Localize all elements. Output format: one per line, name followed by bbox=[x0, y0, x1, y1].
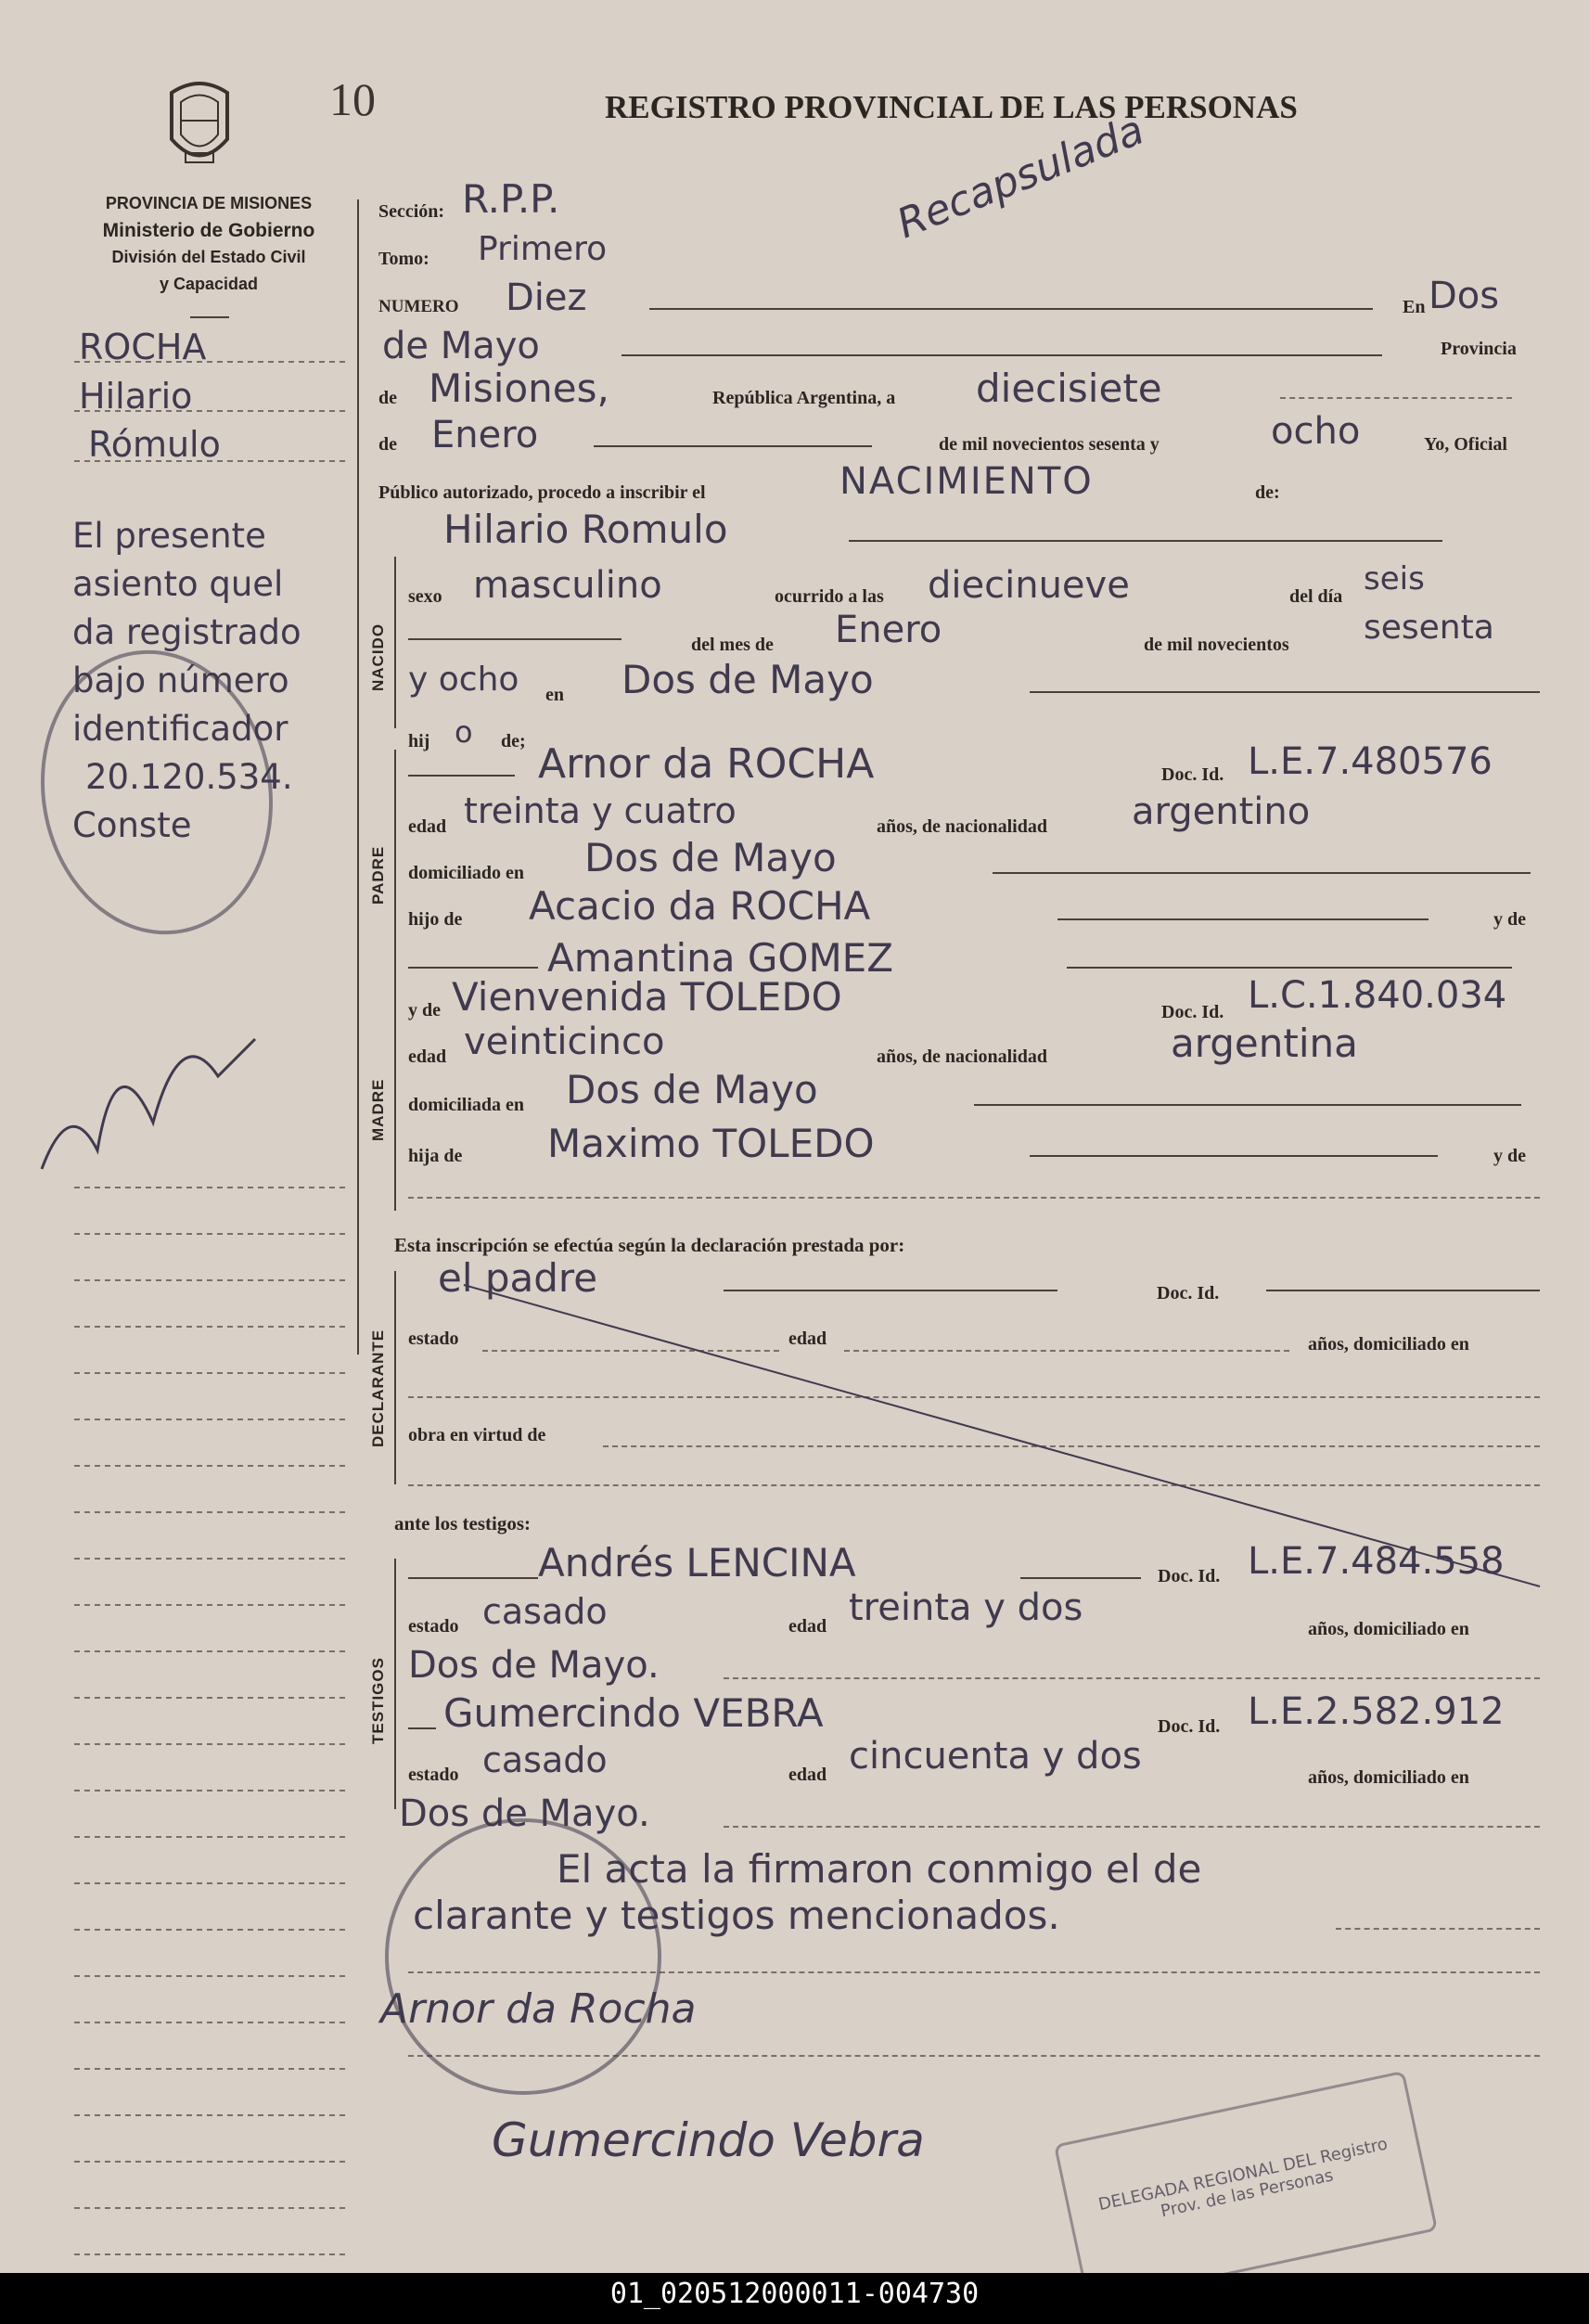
madre-edad: veinticinco bbox=[464, 1021, 665, 1063]
ministry-name: Ministerio de Gobierno bbox=[102, 220, 315, 241]
hij-value: o bbox=[455, 714, 473, 750]
signature-father: Arnor da Rocha bbox=[380, 1985, 697, 2033]
page-number: 10 bbox=[329, 73, 376, 125]
regional-stamp: DELEGADA REGIONAL DEL Registro Prov. de las Personas bbox=[1054, 2071, 1438, 2273]
madre-name: Vienvenida TOLEDO bbox=[452, 974, 842, 1020]
image-id-caption: 01_020512000011-004730 bbox=[609, 2278, 980, 2310]
padre-padre: Acacio da ROCHA bbox=[529, 883, 871, 929]
margin-name-1: Hilario bbox=[79, 376, 193, 417]
capacity-name: y Capacidad bbox=[159, 275, 259, 293]
seccion-value: R.P.P. bbox=[462, 176, 560, 222]
anio2-value: y ocho bbox=[408, 661, 519, 699]
madre-domicilio: Dos de Mayo bbox=[566, 1067, 818, 1112]
register-page: 10 REGISTRO PROVINCIAL DE LAS PERSONAS PROVINCIA DE MISIONES Ministerio de Gobierno División del Estado Civil y Capacidad ROCHA Hilario Rómulo El presente asiento quel da registrado bajo número identificador 20.120.534. Conste Recapsulada Sección: R.P.P. Tomo: Primero NUMERO Diez En Dos de Mayo Provincia de Misiones, República Argentina, a diecisiete de Enero de mil novecientos sesenta y ocho Yo, Oficial Público autorizado, procedo a inscribir el NACIMIENTO de: Hilario Romulo NACIDO sexo masculino ocurrido a las diecinueve del día seis del mes de Enero de mil novecientos sesenta y ocho en Dos de Mayo hij o de; PADRE Arnor da ROCHA Doc. Id. L.E.7.480576 edad treinta y cuatro años, de nacionalidad argentino domiciliado en Dos de Mayo hijo de Acacio da ROCHA y de Amantina GOMEZ y de Vienvenida TOLEDO Doc. Id. L.C.1.840.034 MADRE edad veinticinco años, de nacionalidad argentina domiciliada en Dos de Mayo hija de Maximo TOLEDO y de Esta inscripción se efectúa según la declaración prestada por: DECLARANTE el padre Doc. Id. estado edad años, domiciliado en obra en virtud de ante los testigos: TESTIGOS Andrés LENCINA Doc. Id. L.E.7.484.558 estado casado edad treinta y dos años, domiciliado en Dos de Mayo. Gumercindo VEBRA Doc. Id. L.E.2.582.912 estado casado edad cincuenta y dos años, domiciliado en Dos de Mayo. El acta la firmaron conmigo el de clarante y testigos mencionados. Arnor da Rocha Gumercindo Vebra DELEGADA REGIONAL DEL Registro Prov. de las Personas bbox=[0, 0, 1589, 2273]
day-value: diecisiete bbox=[976, 366, 1162, 411]
padre-name: Arnor da ROCHA bbox=[538, 740, 875, 788]
padre-doc: L.E.7.480576 bbox=[1248, 740, 1493, 783]
page-title: REGISTRO PROVINCIAL DE LAS PERSONAS bbox=[605, 89, 1298, 125]
section-padre: PADRE bbox=[369, 845, 387, 905]
month-value: Enero bbox=[431, 414, 539, 456]
prov-value: Misiones, bbox=[429, 366, 609, 411]
declarante-intro: Esta inscripción se efectúa según la declaración prestada por: bbox=[394, 1234, 905, 1256]
division-name: División del Estado Civil bbox=[111, 248, 306, 266]
lugar-value: Dos de Mayo bbox=[622, 657, 874, 702]
section-madre: MADRE bbox=[369, 1078, 387, 1141]
padre-nacionalidad: argentino bbox=[1132, 790, 1311, 833]
section-testigos: TESTIGOS bbox=[369, 1657, 387, 1744]
margin-name-2: Rómulo bbox=[88, 424, 221, 465]
hora-value: diecinueve bbox=[928, 564, 1130, 607]
padre-madre: Amantina GOMEZ bbox=[547, 935, 893, 981]
sexo-value: masculino bbox=[473, 564, 662, 607]
testigo1-estado: casado bbox=[482, 1591, 608, 1632]
signature-witness: Gumercindo Vebra bbox=[492, 2113, 925, 2167]
testigo2-estado: casado bbox=[482, 1740, 608, 1780]
padre-domicilio: Dos de Mayo bbox=[584, 835, 837, 880]
declarante-value: el padre bbox=[438, 1255, 598, 1301]
madre-nacionalidad: argentina bbox=[1171, 1021, 1358, 1066]
numero-value: Diez bbox=[506, 276, 587, 319]
testigo2-domicilio: Dos de Mayo. bbox=[399, 1792, 650, 1835]
section-declarante: DECLARANTE bbox=[369, 1329, 387, 1447]
en-value: Dos bbox=[1429, 275, 1500, 317]
closing-line-2: clarante y testigos mencionados. bbox=[413, 1893, 1060, 1938]
testigo1-edad: treinta y dos bbox=[849, 1586, 1083, 1629]
madre-doc: L.C.1.840.034 bbox=[1248, 974, 1507, 1017]
act-value: NACIMIENTO bbox=[839, 460, 1094, 503]
margin-surname: ROCHA bbox=[79, 327, 207, 367]
margin-signature bbox=[32, 983, 274, 1188]
province-name: PROVINCIA DE MISIONES bbox=[105, 194, 313, 212]
year-value: ocho bbox=[1271, 410, 1361, 453]
line2-value: de Mayo bbox=[382, 325, 540, 367]
dia-value: seis bbox=[1364, 560, 1425, 597]
anio-value: sesenta bbox=[1364, 609, 1494, 647]
testigos-intro: ante los testigos: bbox=[394, 1512, 531, 1534]
mes-value: Enero bbox=[835, 609, 942, 651]
testigo2-name: Gumercindo VEBRA bbox=[443, 1690, 824, 1736]
official-seal-stamp bbox=[385, 1818, 661, 2095]
testigo1-doc: L.E.7.484.558 bbox=[1248, 1540, 1505, 1583]
person-name: Hilario Romulo bbox=[443, 507, 728, 552]
corner-annotation: Recapsulada bbox=[891, 106, 1151, 249]
closing-line-1: El acta la firmaron conmigo el de bbox=[557, 1846, 1202, 1892]
testigo2-edad: cincuenta y dos bbox=[849, 1735, 1142, 1778]
section-nacido: NACIDO bbox=[369, 623, 387, 691]
testigo1-name: Andrés LENCINA bbox=[538, 1540, 856, 1586]
testigo1-domicilio: Dos de Mayo. bbox=[408, 1644, 660, 1687]
margin-note: El presente asiento quel da registrado bajo número identificador 20.120.534. Conste bbox=[72, 516, 301, 845]
tomo-value: Primero bbox=[478, 230, 608, 268]
padre-edad: treinta y cuatro bbox=[464, 790, 737, 831]
madre-padre: Maximo TOLEDO bbox=[547, 1121, 875, 1166]
testigo2-doc: L.E.2.582.912 bbox=[1248, 1690, 1505, 1733]
